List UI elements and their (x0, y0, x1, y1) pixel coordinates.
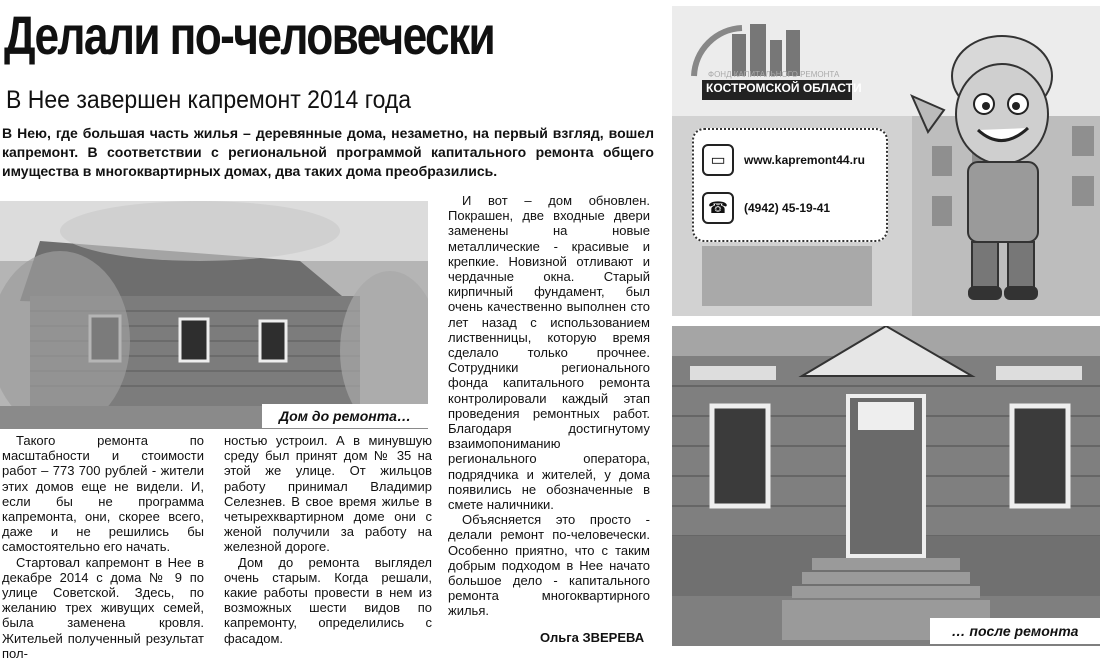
paragraph: Стартовал капремонт в Нее в декабре 2014 с дома № 9 по улице Советской. Здесь, по желанию трех живущих семей, была заменена кровля. Жительей полученный результат пол- (2, 554, 204, 661)
paragraph: Дом до ремонта выглядел очень старым. Когда решали, какие работы провести в нем из возможных шести видов по капремонту, определились с фасадом. (224, 554, 432, 646)
laptop-icon: ▭ (702, 144, 734, 176)
photo-before-caption: Дом до ремонта… (262, 404, 428, 428)
article-column-2 (224, 433, 432, 646)
fund-name-line1: ФОНД КАПИТАЛЬНОГО РЕМОНТА (708, 70, 840, 79)
article-headline: Делали по-человечески (4, 6, 495, 66)
fund-name-line2: КОСТРОМСКОЙ ОБЛАСТИ (706, 81, 862, 95)
article-column-1 (2, 433, 204, 661)
website-link[interactable]: www.kapremont44.ru (744, 153, 865, 167)
article-column-3 (448, 193, 650, 619)
contact-box (692, 128, 888, 242)
photo-house-before (0, 201, 428, 429)
phone-number: (4942) 45-19-41 (744, 201, 831, 215)
article-subheadline: В Нее завершен капремонт 2014 года (6, 86, 412, 114)
paragraph: ностью устроил. А в минувшую среду был принят дом № 35 на этой же улице. От жильцов работу принимал Владимир Селезнев. В свое время жилье в четырехквартирном доме они с женой получили за работу на железной дороге. (224, 433, 432, 555)
photo-house-after (672, 326, 1100, 646)
phone-icon: ☎ (702, 192, 734, 224)
paragraph: Такого ремонта по масштабности и стоимости работ – 773 700 рублей - жители этих домов еще не видели. И, если бы не программа капремонта, они, скорее всего, даже и не решились бы самостоятельно его начать. (2, 433, 204, 555)
article-lead: В Нею, где большая часть жилья – деревянные дома, незаметно, на первый взгляд, вошел капремонт. В соответствии с региональной программой капитального ремонта общего имущества в многоквартирных домах, два таких дома преобразились. (2, 125, 654, 179)
photo-after-caption: … после ремонта (930, 618, 1100, 644)
paragraph: И вот – дом обновлен. Покрашен, две входные двери заменены на новые металлические - красивые и крепкие. Новизной отливают и чердачные окна. Старый кирпичный фундамент, был очень качественно выполнен сто лет назад с использованием лиственницы, которую время сделало только прочнее. Сотрудники регионального фонда капитального ремонта контролировали каждый этап проведения ремонтных работ. Благодаря достигнутому взаимопониманию регионального оператора, подрядчика и жителей, у дома появились не обозначенные в смете наличники. (448, 193, 650, 513)
article-byline: Ольга ЗВЕРЕВА (540, 630, 645, 645)
paragraph: Объясняется это просто - делали ремонт по-человечески. Особенно приятно, что с таким добрым подходом в Нее начато большое дело - капитального ремонта многоквартирного жилья. (448, 512, 650, 619)
